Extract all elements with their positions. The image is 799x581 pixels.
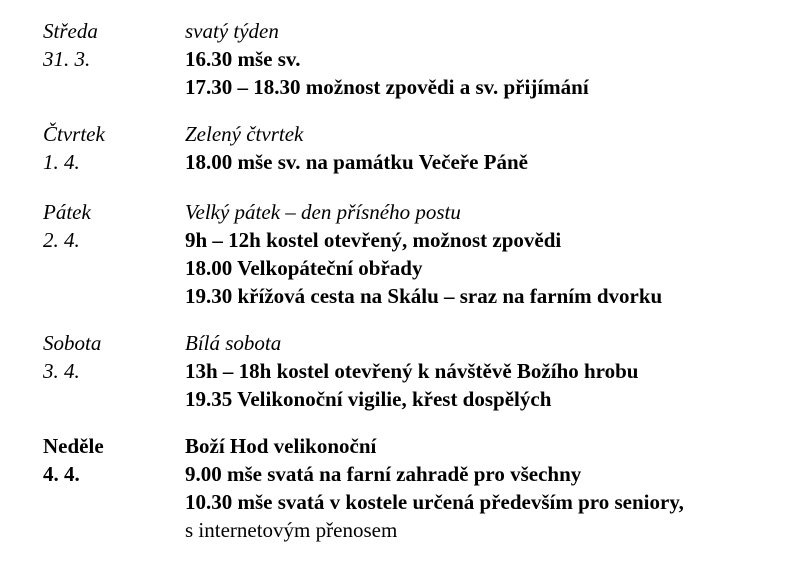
day-label-column	[43, 329, 173, 385]
day-name: Pátek	[43, 200, 91, 224]
day-label-column	[43, 120, 173, 176]
day-label-column	[43, 17, 173, 73]
day-events-column	[185, 198, 785, 310]
event-line: 17.30 – 18.30 možnost zpovědi a sv. přijímání	[185, 75, 589, 99]
day-title: svatý týden	[185, 19, 279, 43]
day-events-column	[185, 120, 785, 176]
day-date: 2. 4.	[43, 228, 80, 252]
day-name: Sobota	[43, 331, 102, 355]
event-line: 9h – 12h kostel otevřený, možnost zpovědi	[185, 228, 562, 252]
event-line: 9.00 mše svatá na farní zahradě pro všechny	[185, 462, 582, 486]
event-line: 19.35 Velikonoční vigilie, křest dospělých	[185, 387, 552, 411]
day-title: Bílá sobota	[185, 331, 282, 355]
day-events-column	[185, 329, 785, 413]
day-date: 31. 3.	[43, 47, 91, 71]
event-line: 18.00 Velkopáteční obřady	[185, 256, 423, 280]
day-events-column	[185, 432, 785, 544]
day-name: Čtvrtek	[43, 122, 105, 146]
day-events-column	[185, 17, 785, 101]
day-label-column	[43, 198, 173, 254]
day-date: 1. 4.	[43, 150, 80, 174]
event-line: 16.30 mše sv.	[185, 47, 301, 71]
day-name: Středa	[43, 19, 98, 43]
event-line: 19.30 křížová cesta na Skálu – sraz na farním dvorku	[185, 284, 663, 308]
day-title: Zelený čtvrtek	[185, 122, 304, 146]
day-title: Boží Hod velikonoční	[185, 434, 377, 458]
event-line: 13h – 18h kostel otevřený k návštěvě Božího hrobu	[185, 359, 639, 383]
day-date: 3. 4.	[43, 359, 80, 383]
day-name: Neděle	[43, 434, 104, 458]
day-title: Velký pátek – den přísného postu	[185, 200, 461, 224]
event-line: 18.00 mše sv. na památku Večeře Páně	[185, 150, 528, 174]
day-date: 4. 4.	[43, 462, 80, 486]
event-note: s internetovým přenosem	[185, 518, 398, 542]
day-label-column	[43, 432, 173, 488]
event-line: 10.30 mše svatá v kostele určená především pro seniory,	[185, 490, 684, 514]
